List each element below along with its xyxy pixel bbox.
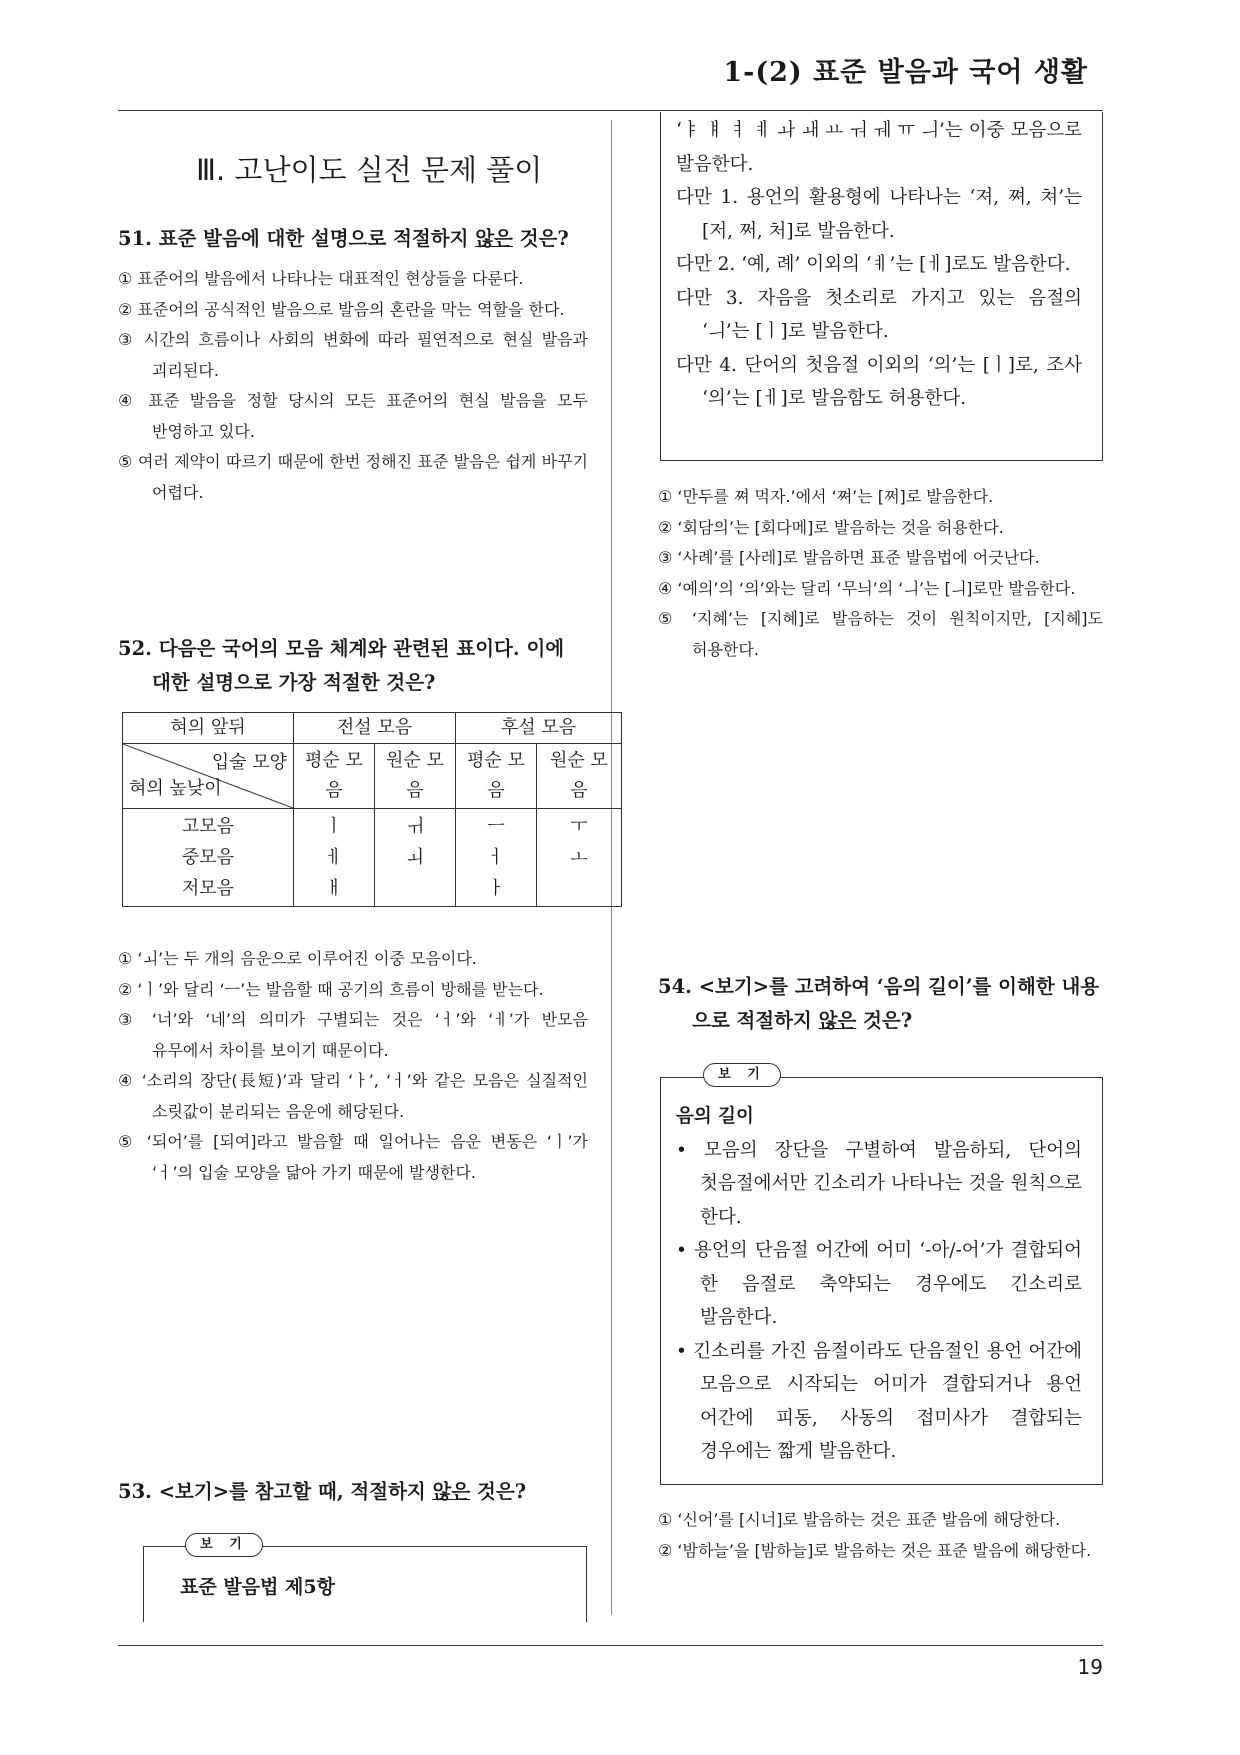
q54-bogi-label: 보 기 bbox=[703, 1063, 781, 1087]
diag-top-label: 입술 모양 bbox=[211, 752, 287, 773]
vowel-cell: ㅡ bbox=[487, 816, 505, 837]
sub-header-3: 평순 모음 bbox=[456, 744, 537, 809]
q51-option-3[interactable]: ③ 시간의 흐름이나 사회의 변화에 따라 필연적으로 현실 발음과 괴리된다. bbox=[118, 330, 588, 380]
vowel-cell bbox=[375, 873, 455, 904]
box-line-5: 다만 4. 단어의 첫음절 이외의 ‘의’는 [ㅣ]로, 조사 ‘의’는 [ㅔ]로 발음함도 허용한다. bbox=[676, 354, 1082, 409]
vowel-cell: ㅣ bbox=[325, 816, 343, 837]
vowel-cell: ㅟ bbox=[406, 816, 424, 837]
q54-box-title: 음의 길이 bbox=[676, 1106, 754, 1127]
q52-option-2[interactable]: ② ‘ㅣ’와 달리 ‘ㅡ’는 발음할 때 공기의 흐름이 방해를 받는다. bbox=[118, 979, 544, 999]
question-53-stem: 53. <보기>를 참고할 때, 적절하지 않은 것은? bbox=[118, 1480, 527, 1503]
col-back-flat bbox=[456, 809, 537, 907]
q53-options bbox=[658, 482, 1103, 665]
question-51 bbox=[118, 222, 588, 508]
q52-option-3[interactable]: ③ ‘너’와 ‘네’의 의미가 구별되는 것은 ‘ㅓ’와 ‘ㅔ’가 반모음 유무에서 차이를 보이기 때문이다. bbox=[118, 1010, 588, 1060]
q53-option-5[interactable]: ⑤ ‘지혜’는 [지혜]로 발음하는 것이 원칙이지만, [지헤]도 허용한다. bbox=[658, 609, 1103, 659]
diag-bottom-label: 혀의 높낮이 bbox=[129, 778, 222, 799]
th-front: 전설 모음 bbox=[294, 713, 456, 744]
q53-option-3[interactable]: ③ ‘사례’를 [사레]로 발음하면 표준 발음법에 어긋난다. bbox=[658, 548, 1040, 567]
q54-options bbox=[658, 1505, 1103, 1566]
q51-option-1[interactable]: ① 표준어의 발음에서 나타나는 대표적인 현상들을 다룬다. bbox=[118, 269, 524, 288]
question-54 bbox=[658, 970, 1103, 1038]
q52-option-1[interactable]: ① ‘ㅚ’는 두 개의 음운으로 이루어진 이중 모음이다. bbox=[118, 949, 477, 968]
section-title: Ⅲ. 고난이도 실전 문제 풀이 bbox=[196, 153, 543, 187]
question-51-stem: 51. 표준 발음에 대한 설명으로 적절하지 않은 것은? bbox=[118, 227, 569, 250]
question-53 bbox=[118, 1475, 588, 1509]
col-front-round bbox=[375, 809, 456, 907]
q53-box-content bbox=[676, 114, 1082, 416]
th-back: 후설 모음 bbox=[456, 713, 622, 744]
q54-bullet-1: • 모음의 장단을 구별하여 발음하되, 단어의 첫음절에서만 긴소리가 나타나는 것을 원칙으로 한다. bbox=[676, 1139, 1082, 1228]
q53-bogi-label: 보 기 bbox=[185, 1533, 263, 1557]
row-labels bbox=[123, 809, 294, 907]
sub-header-2: 원순 모음 bbox=[375, 744, 456, 809]
q52-option-4[interactable]: ④ ‘소리의 장단(長短)’과 달리 ‘ㅏ’, ‘ㅓ’와 같은 모음은 실질적인 소릿값이 분리되는 음운에 해당된다. bbox=[118, 1071, 588, 1121]
q54-option-1[interactable]: ① ‘신어’를 [시너]로 발음하는 것은 표준 발음에 해당한다. bbox=[658, 1510, 1061, 1529]
col-back-round bbox=[537, 809, 622, 907]
row-label-mid: 중모음 bbox=[181, 847, 235, 868]
q54-bullet-2: • 용언의 단음절 어간에 어미 ‘-아/-어’가 결합되어 한 음절로 축약되는 경우에도 긴소리로 발음한다. bbox=[676, 1240, 1082, 1328]
vowel-cell: ㅔ bbox=[325, 847, 343, 868]
footer-rule bbox=[118, 1645, 1103, 1646]
header-rule bbox=[118, 110, 1103, 111]
running-header: 1-(2) 표준 발음과 국어 생활 bbox=[723, 57, 1088, 88]
q51-option-2[interactable]: ② 표준어의 공식적인 발음으로 발음의 혼란을 막는 역할을 한다. bbox=[118, 299, 565, 319]
sub-header-1: 평순 모음 bbox=[294, 744, 375, 809]
box-line-4: 다만 3. 자음을 첫소리로 가지고 있는 음절의 ‘ㅢ’는 [ㅣ]로 발음한다. bbox=[676, 287, 1082, 342]
q53-box-title: 표준 발음법 제5항 bbox=[180, 1576, 335, 1598]
box-line-2: 다만 1. 용언의 활용형에 나타나는 ‘져, 쪄, 쳐’는 [저, 쩌, 처]로 발음한다. bbox=[676, 187, 1082, 242]
q52-options bbox=[118, 944, 588, 1188]
vowel-cell: ㅜ bbox=[570, 816, 588, 837]
page-number: 19 bbox=[1077, 1655, 1103, 1679]
q54-box-content bbox=[676, 1100, 1082, 1469]
col-front-flat bbox=[294, 809, 375, 907]
q51-option-4[interactable]: ④ 표준 발음을 정할 당시의 모든 표준어의 현실 발음을 모두 반영하고 있다. bbox=[118, 391, 588, 441]
vowel-table bbox=[122, 712, 622, 907]
vowel-cell: ㅐ bbox=[325, 878, 343, 899]
q54-option-2[interactable]: ② ‘밤하늘’을 [밤하늘]로 발음하는 것은 표준 발음에 해당한다. bbox=[658, 1540, 1092, 1560]
vowel-cell bbox=[537, 873, 621, 904]
box-line-3: 다만 2. ‘예, 례’ 이외의 ‘ㅖ’는 [ㅔ]로도 발음한다. bbox=[676, 254, 1071, 275]
q51-option-5[interactable]: ⑤ 여러 제약이 따르기 때문에 한번 정해진 표준 발음은 쉽게 바꾸기 어렵다. bbox=[118, 452, 588, 502]
q52-option-5[interactable]: ⑤ ‘되어’를 [되여]라고 발음할 때 일어나는 음운 변동은 ‘ㅣ’가 ‘ㅓ’의 입술 모양을 닮아 가기 때문에 발생한다. bbox=[118, 1132, 588, 1182]
vowel-cell: ㅓ bbox=[487, 847, 505, 868]
row-label-low: 저모음 bbox=[181, 878, 235, 899]
row-label-high: 고모음 bbox=[181, 816, 235, 837]
question-54-stem: 54. <보기>를 고려하여 ‘음의 길이’를 이해한 내용으로 적절하지 않은 것은? bbox=[658, 975, 1100, 1032]
vowel-cell: ㅗ bbox=[570, 847, 588, 868]
th-tongue: 혀의 앞뒤 bbox=[123, 713, 294, 744]
vowel-cell: ㅚ bbox=[406, 847, 424, 868]
diag-header bbox=[123, 744, 294, 809]
q54-bullet-3: • 긴소리를 가진 음절이라도 단음절인 용언 어간에 모음으로 시작되는 어미가 결합되거나 용언 어간에 피동, 사동의 접미사가 결합되는 경우에는 짧게 발음한다. bbox=[676, 1340, 1082, 1462]
question-52-stem: 52. 다음은 국어의 모음 체계와 관련된 표이다. 이에 대한 설명으로 가장 적절한 것은? bbox=[118, 637, 565, 694]
q53-option-4[interactable]: ④ ‘예의’의 ‘의’와는 달리 ‘무늬’의 ‘ㅢ’는 [ㅢ]로만 발음한다. bbox=[658, 578, 1076, 598]
q53-option-2[interactable]: ② ‘회담의’는 [회다메]로 발음하는 것을 허용한다. bbox=[658, 517, 1004, 537]
vowel-cell: ㅏ bbox=[487, 878, 505, 899]
q53-option-1[interactable]: ① ‘만두를 쪄 먹자.’에서 ‘쪄’는 [쩌]로 발음한다. bbox=[658, 487, 994, 506]
box-line-1: ‘ㅑ ㅒ ㅕ ㅖ ㅘ ㅙ ㅛ ㅝ ㅞ ㅠ ㅢ’는 이중 모음으로 발음한다. bbox=[676, 120, 1082, 175]
sub-header-4: 원순 모음 bbox=[537, 744, 622, 809]
question-52 bbox=[118, 632, 588, 700]
